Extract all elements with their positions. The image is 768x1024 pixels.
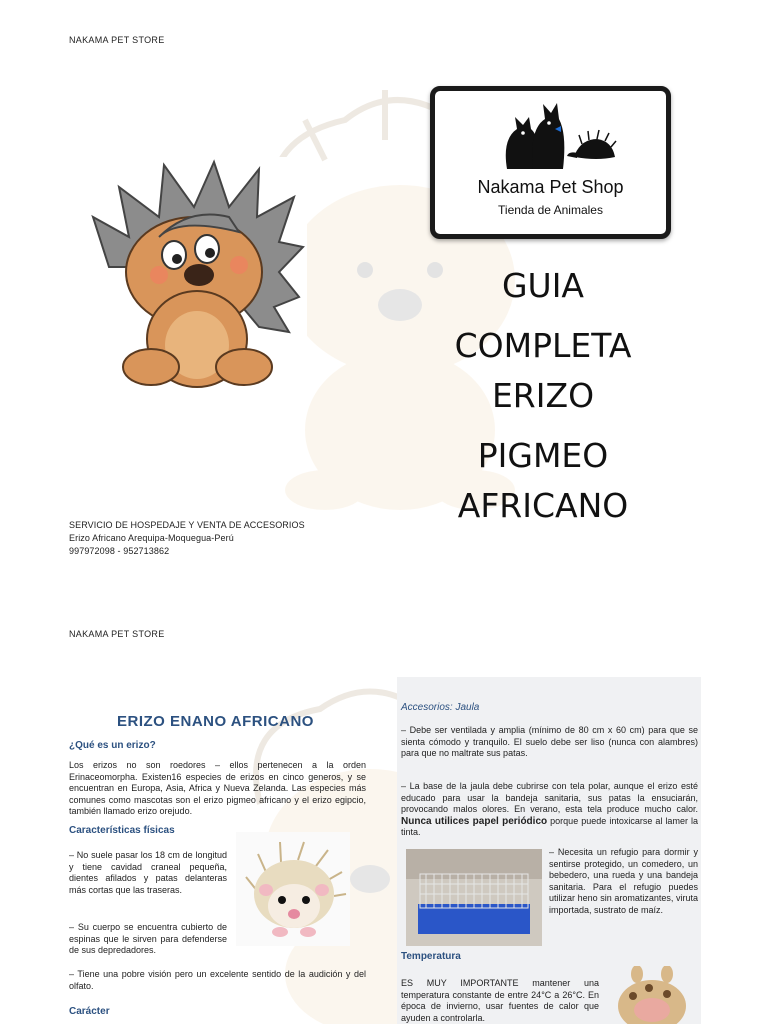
- page-separator: [0, 590, 768, 614]
- cage-text-1: – Debe ser ventilada y amplia (mínimo de 80 cm x 60 cm) para que se sienta cómodo y tranquilo. El suelo debe ser liso (nunca con alambres) para que no maltrate sus patas.: [401, 725, 698, 759]
- contact-phones: 997972098 - 952713862: [69, 546, 170, 556]
- hedgehog-photo: [236, 832, 350, 946]
- title-line-1: GUIA: [501, 266, 585, 305]
- contact-location: Erizo Africano Arequipa-Moquegua-Perú: [69, 533, 234, 543]
- temperature-heading: Temperatura: [401, 951, 461, 962]
- cats-hedgehog-logo-icon: [497, 99, 617, 174]
- logo-subtitle: Tienda de Animales: [498, 203, 603, 217]
- accessories-heading: Accesorios: Jaula: [401, 702, 480, 713]
- question-heading: ¿Qué es un erizo?: [69, 740, 156, 751]
- page-header: NAKAMA PET STORE: [69, 35, 165, 45]
- cartoon-hedgehog-image: [89, 157, 307, 397]
- character-heading: Carácter: [69, 1006, 110, 1017]
- contact-services: SERVICIO DE HOSPEDAJE Y VENTA DE ACCESORIOS: [69, 520, 305, 530]
- pet-bed-photo: [613, 966, 691, 1024]
- title-line-2: COMPLETA: [454, 326, 632, 365]
- cage-text-3: – Necesita un refugio para dormir y sentirse protegido, un comedero, un bebedero, una rueda y una bandeja sanitaria. Para el refugio puedes utilizar heno sin aromatizantes, viruta importada, sustrato de maíz.: [549, 847, 698, 915]
- cage-photo: [406, 849, 542, 946]
- physical-trait-2: – Su cuerpo se encuentra cubierto de espinas que le sirven para defenderse de sus depredadores.: [69, 922, 227, 956]
- cage-warning: Nunca utilices papel periódico: [401, 815, 548, 827]
- logo-title: Nakama Pet Shop: [477, 177, 624, 197]
- title-line-4: PIGMEO: [477, 436, 609, 475]
- cage-text-2-end: porque puede intoxicarse al lamer la tinta.: [401, 815, 698, 838]
- cage-text-2-start: – La base de la jaula debe cubrirse con tela polar, aunque el erizo esté educado para usar la bandeja sanitaria, sus patas la ensuciarán, provocando malos olores. En verano, esta tela produce mucho calor.: [401, 781, 698, 815]
- physical-trait-3: – Tiene una pobre visión pero un excelente sentido de la audición y del olfato.: [69, 969, 366, 991]
- title-line-5: AFRICANO: [457, 486, 629, 525]
- content-page: [0, 614, 768, 1024]
- page-header: NAKAMA PET STORE: [69, 629, 165, 639]
- title-line-3: ERIZO: [491, 376, 595, 415]
- physical-trait-1: – No suele pasar los 18 cm de longitud y tiene cavidad craneal pequeña, dientes afilados y patas delanteras más cortas que las traseras.: [69, 850, 227, 895]
- section-title: ERIZO ENANO AFRICANO: [117, 713, 314, 730]
- what-is-hedgehog-text: Los erizos no son roedores – ellos pertenecen a la orden Erinaceomorpha. Existen16 especies de erizos en cinco generos, y se encuentran en Europa, Asia, Africa y Nueva Zelanda. Las especies más comunes como mascotas son el erizo pigmeo africano y el erizo egipcio, también llamado erizo orejudo.: [69, 760, 366, 817]
- physical-traits-heading: Características físicas: [69, 825, 175, 836]
- cage-text-2: [401, 781, 698, 839]
- store-logo-card: [430, 86, 671, 239]
- temperature-text: ES MUY IMPORTANTE mantener una temperatura constante de entre 24°C a 26°C. En época de invierno, usar fuentes de calor que ayuden a controlarla.: [401, 978, 599, 1023]
